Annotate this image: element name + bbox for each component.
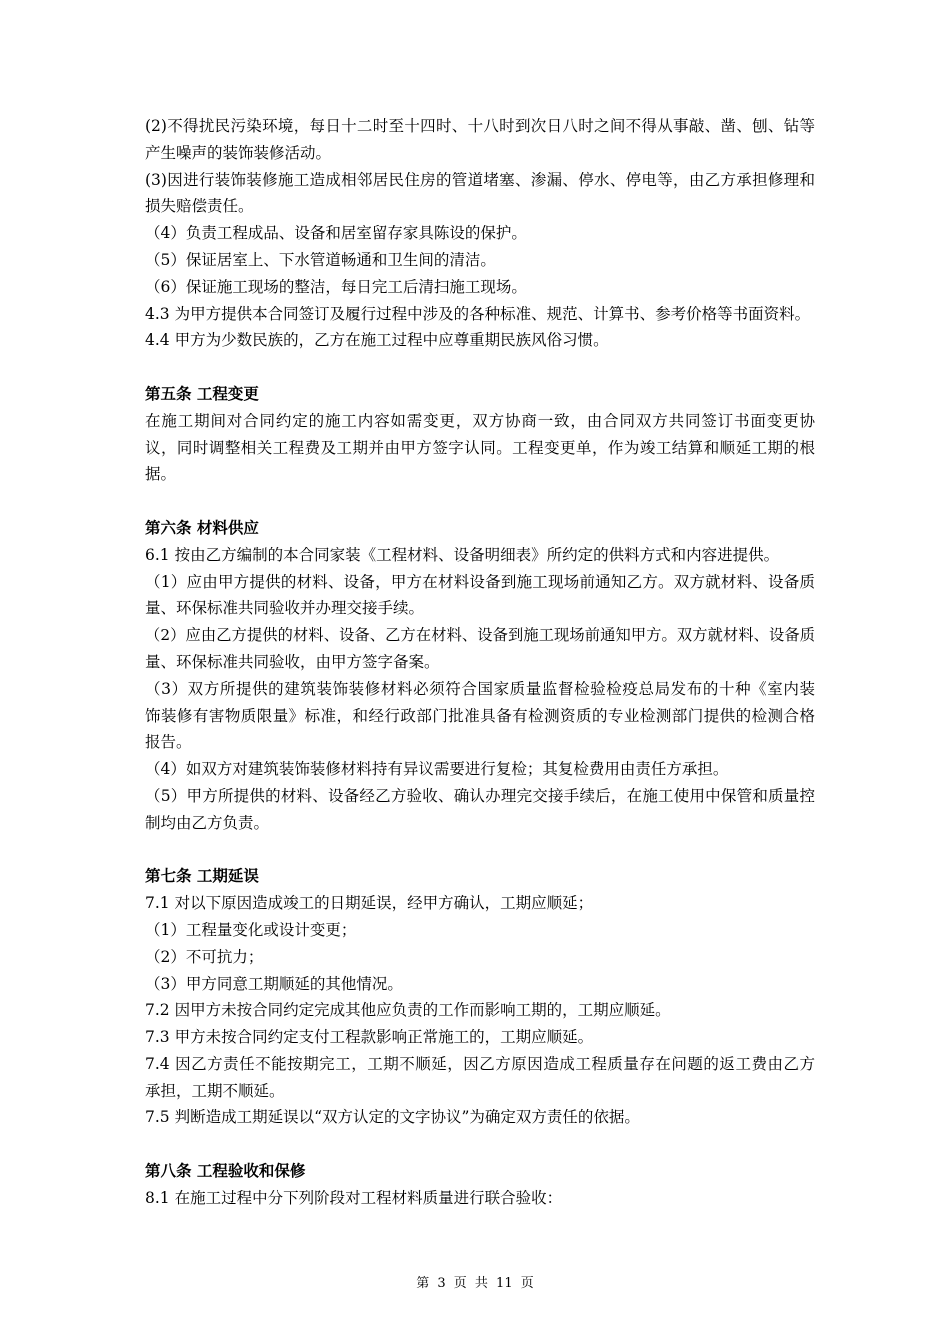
section-heading: 第八条 工程验收和保修: [145, 1162, 306, 1181]
body-line: 6.1 按由乙方编制的本合同家装《工程材料、设备明细表》所约定的供料方式和内容进提供。: [145, 545, 780, 564]
body-line: 制均由乙方负责。: [145, 813, 270, 832]
body-line: （5）甲方所提供的材料、设备经乙方验收、确认办理完交接手续后，在施工使用中保管和质量控: [145, 786, 815, 805]
body-line: （4）负责工程成品、设备和居室留存家具陈设的保护。: [145, 224, 527, 243]
section-heading: 第六条 材料供应: [145, 518, 259, 537]
section-heading: 第五条 工程变更: [145, 384, 259, 403]
body-line: 产生噪声的装饰装修活动。: [145, 143, 332, 162]
body-line: 8.1 在施工过程中分下列阶段对工程材料质量进行联合验收：: [145, 1188, 563, 1207]
body-line: 量、环保标准共同验收，由甲方签字备案。: [145, 652, 440, 671]
body-line: （5）保证居室上、下水管道畅通和卫生间的清洁。: [145, 250, 496, 269]
body-line: 承担，工期不顺延。: [145, 1081, 285, 1100]
section-spacer: [145, 488, 815, 515]
section-heading: 第七条 工期延误: [145, 867, 259, 886]
body-line: （2）应由乙方提供的材料、设备、乙方在材料、设备到施工现场前通知甲方。双方就材料、设备质: [145, 626, 815, 645]
section-spacer: [145, 354, 815, 381]
body-line: 7.4 因乙方责任不能按期完工，工期不顺延，因乙方原因造成工程质量存在问题的返工费由乙方: [145, 1054, 815, 1073]
body-line: 4.3 为甲方提供本合同签订及履行过程中涉及的各种标准、规范、计算书、参考价格等书面资料。: [145, 304, 811, 323]
body-line: 4.4 甲方为少数民族的，乙方在施工过程中应尊重期民族风俗习惯。: [145, 331, 609, 350]
body-line: 据。: [145, 465, 177, 484]
body-line: 损失赔偿责任。: [145, 197, 254, 216]
body-line: （6）保证施工现场的整洁，每日完工后清扫施工现场。: [145, 277, 527, 296]
body-line: (3)因进行装饰装修施工造成相邻居民住房的管道堵塞、渗漏、停水、停电等，由乙方承担修理和: [145, 170, 815, 189]
body-line: 议，同时调整相关工程费及工期并由甲方签字认同。工程变更单，作为竣工结算和顺延工期的根: [145, 438, 815, 457]
page-footer: 第 3 页 共 11 页: [416, 1276, 534, 1291]
body-line: 7.2 因甲方未按合同约定完成其他应负责的工作而影响工期的，工期应顺延。: [145, 1001, 671, 1020]
body-line: (2)不得扰民污染环境，每日十二时至十四时、十八时到次日八时之间不得从事敲、凿、刨、钻等: [145, 117, 815, 135]
body-line: 在施工期间对合同约定的施工内容如需变更，双方协商一致，由合同双方共同签订书面变更协: [145, 411, 815, 430]
body-line: 7.3 甲方未按合同约定支付工程款影响正常施工的，工期应顺延。: [145, 1028, 594, 1047]
body-line: 报告。: [145, 733, 192, 752]
body-line: （3）甲方同意工期顺延的其他情况。: [145, 974, 403, 993]
body-line: （2）不可抗力；: [145, 947, 264, 966]
section-spacer: [145, 837, 815, 864]
body-line: 饰装修有害物质限量》标准，和经行政部门批准具备有检测资质的专业检测部门提供的检测合格: [145, 706, 815, 725]
body-line: 7.1 对以下原因造成竣工的日期延误，经甲方确认，工期应顺延；: [145, 894, 594, 913]
body-line: （4）如双方对建筑装饰装修材料持有异议需要进行复检；其复检费用由责任方承担。: [145, 760, 729, 779]
body-line: （3）双方所提供的建筑装饰装修材料必须符合国家质量监督检验检疫总局发布的十种《室内装: [145, 679, 815, 698]
document-body: [145, 113, 815, 1212]
body-line: 量、环保标准共同验收并办理交接手续。: [145, 599, 425, 618]
section-spacer: [145, 1131, 815, 1158]
body-line: 7.5 判断造成工期延误以“双方认定的文字协议”为确定双方责任的依据。: [145, 1108, 640, 1127]
body-line: （1）工程量变化或设计变更；: [145, 920, 357, 939]
body-line: （1）应由甲方提供的材料、设备，甲方在材料设备到施工现场前通知乙方。双方就材料、设备质: [145, 572, 815, 591]
